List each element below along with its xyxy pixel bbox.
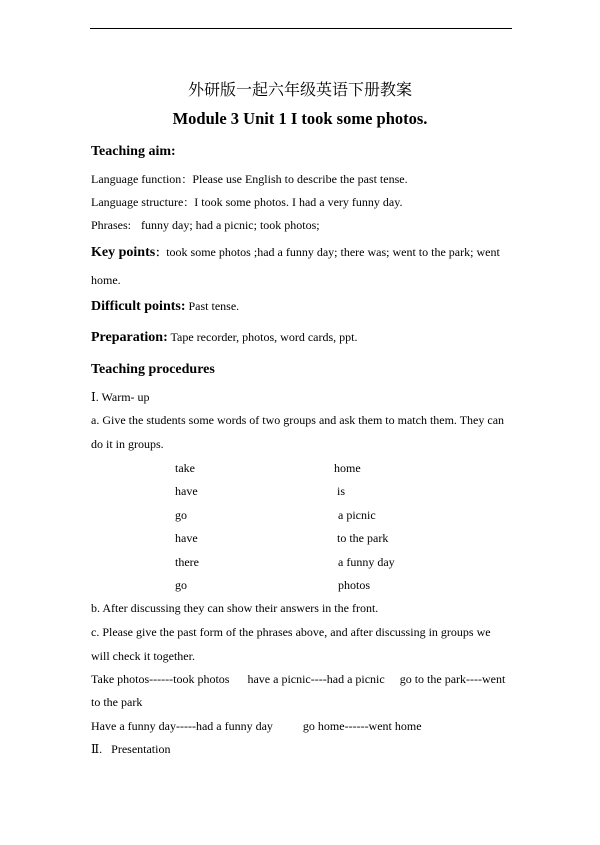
step-b-line: b. After discussing they can show their answers in the front. bbox=[91, 601, 379, 615]
header-rule bbox=[90, 28, 512, 29]
match-right-word: home bbox=[334, 461, 361, 475]
phrases-label: Phrases: bbox=[91, 218, 131, 232]
key-points-line: Key points：took some photos ;had a funny day; there was; went to the park; went bbox=[91, 245, 500, 260]
step-a-line-1: a. Give the students some words of two groups and ask them to match them. They can bbox=[91, 413, 505, 427]
match-left-word: take bbox=[175, 461, 195, 475]
difficult-points-label: Difficult points: bbox=[91, 299, 186, 314]
key-points-text: took some photos ;had a funny day; there was; went to the park; went bbox=[166, 245, 500, 259]
key-points-continuation: home. bbox=[91, 273, 121, 287]
warm-up-heading: Ⅰ. Warm- up bbox=[91, 390, 150, 404]
language-function-text: Please use English to describe the past tense. bbox=[192, 172, 408, 186]
phrases-line bbox=[91, 218, 320, 233]
match-right-word: a picnic bbox=[338, 508, 376, 522]
language-structure-label: Language structure bbox=[91, 195, 184, 209]
past-form-pairs-line-3: Have a funny day-----had a funny day go home------went home bbox=[91, 719, 422, 733]
match-right-word: to the park bbox=[337, 531, 389, 545]
lesson-title: Module 3 Unit 1 I took some photos. bbox=[172, 109, 428, 128]
language-function-label: Language function bbox=[91, 172, 182, 186]
difficult-points-line bbox=[91, 299, 239, 315]
step-a-line-2: do it in groups. bbox=[91, 437, 164, 451]
preparation-label: Preparation: bbox=[91, 330, 168, 345]
language-function-line: Language function：Please use English to describe the past tense. bbox=[91, 172, 408, 186]
teaching-aim-heading: Teaching aim: bbox=[91, 144, 176, 159]
match-right-word: is bbox=[337, 484, 346, 498]
phrases-text: funny day; had a picnic; took photos; bbox=[141, 218, 320, 232]
preparation-line bbox=[91, 330, 357, 346]
match-left-word: there bbox=[175, 555, 199, 569]
match-left-word: go bbox=[175, 508, 187, 522]
key-points-label: Key points bbox=[91, 245, 156, 260]
step-c-line-2: will check it together. bbox=[91, 649, 195, 663]
step-c-line-1: c. Please give the past form of the phrases above, and after discussing in groups we bbox=[91, 625, 491, 639]
chinese-title: 外研版一起六年级英语下册教案 bbox=[187, 80, 412, 99]
match-right-word: photos bbox=[338, 578, 371, 592]
language-structure-line: Language structure：I took some photos. I had a very funny day. bbox=[91, 195, 403, 209]
match-right-word: a funny day bbox=[338, 555, 395, 569]
past-form-pairs-line-1: Take photos------took photos have a picnic----had a picnic go to the park----went bbox=[91, 672, 506, 686]
teaching-procedures-heading: Teaching procedures bbox=[91, 362, 215, 377]
match-left-word: have bbox=[175, 484, 198, 498]
difficult-points-text: Past tense. bbox=[188, 299, 240, 313]
match-left-word: go bbox=[175, 578, 187, 592]
preparation-text: Tape recorder, photos, word cards, ppt. bbox=[170, 330, 358, 344]
past-form-pairs-line-2: to the park bbox=[91, 695, 143, 709]
match-left-word: have bbox=[175, 531, 198, 545]
language-structure-text: I took some photos. I had a very funny day. bbox=[194, 195, 403, 209]
presentation-heading: Ⅱ. Presentation bbox=[91, 742, 171, 756]
